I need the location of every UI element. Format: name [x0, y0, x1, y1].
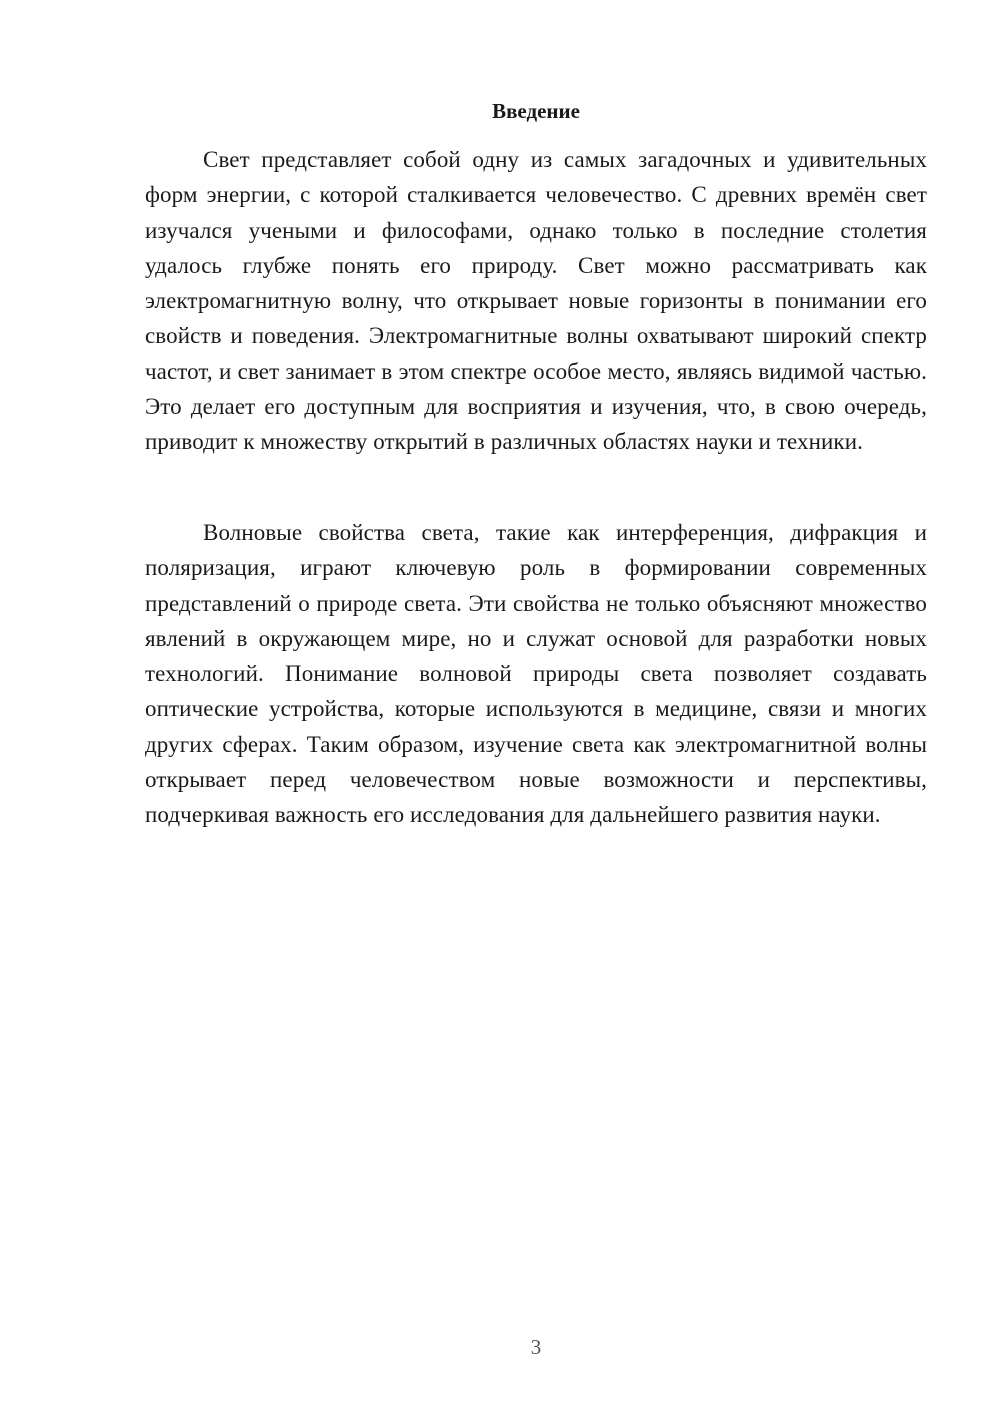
paragraph-wave-properties: Волновые свойства света, такие как интерференция, дифракция и поляризация, играют ключевую роль в формировании современных представлений о природе света. Эти свойства не только объясняют множество явлений в окружающем мире, но и служат основой для разработки новых технологий. Понимание волновой природы света позволяет создавать оптические устройства, которые используются в медицине, связи и многих других сферах. Таким образом, изучение света как электромагнитной волны открывает перед человечеством новые возможности и перспективы, подчеркивая важность его исследования для дальнейшего развития науки.: [145, 520, 927, 828]
paragraph-intro: Свет представляет собой одну из самых загадочных и удивительных форм энергии, с которой сталкивается человечество. С древних времён свет изучался учеными и философами, однако только в последние столетия удалось глубже понять его природу. Свет можно рассматривать как электромагнитную волну, что открывает новые горизонты в понимании его свойств и поведения. Электромагнитные волны охватывают широкий спектр частот, и свет занимает в этом спектре особое место, являясь видимой частью. Это делает его доступным для восприятия и изучения, что, в свою очередь, приводит к множеству открытий в различных областях науки и техники.: [145, 147, 927, 455]
section-heading: Введение: [492, 99, 580, 123]
page-number: 3: [530, 1335, 542, 1359]
